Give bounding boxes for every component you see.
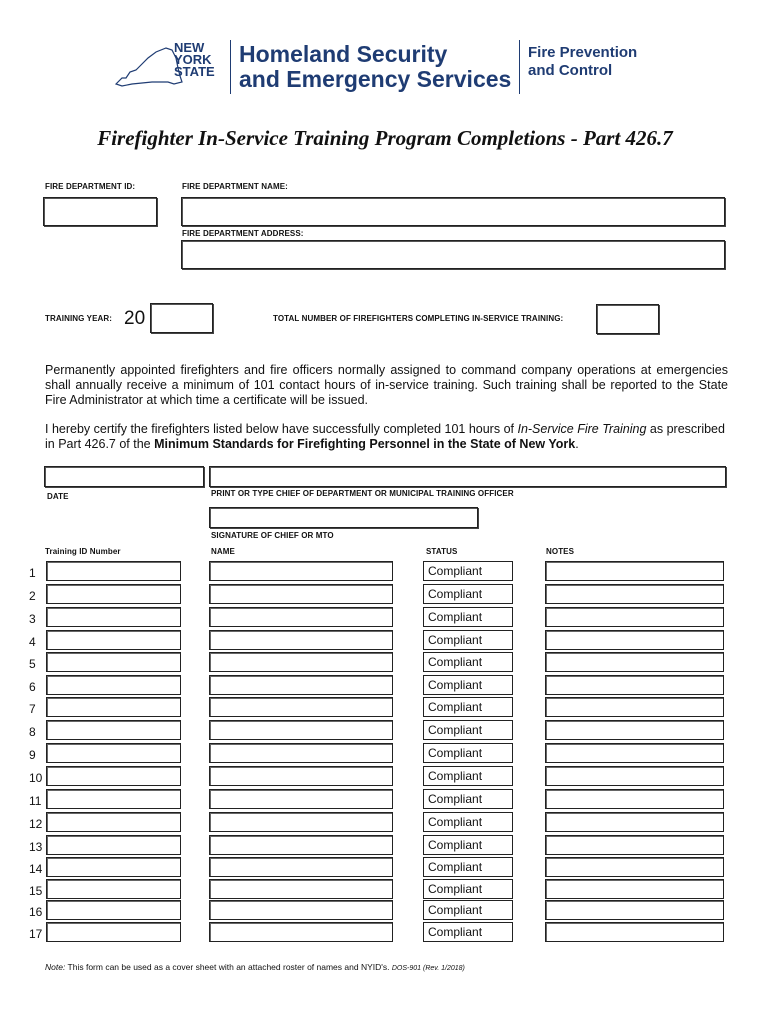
row-number: 8 (29, 725, 36, 739)
training-year-label: TRAINING YEAR: (45, 314, 113, 323)
name-field[interactable] (209, 720, 393, 740)
training-year-prefix: 20 (124, 308, 146, 329)
status-field[interactable]: Compliant (423, 720, 513, 740)
status-field[interactable]: Compliant (423, 922, 513, 942)
col-header-status: STATUS (426, 547, 458, 556)
name-field[interactable] (209, 789, 393, 809)
footer-note: Note: This form can be used as a cover sheet with an attached roster of names and NYID's. DOS-901 (Rev. 1/2018) (45, 962, 465, 972)
row-number: 6 (29, 680, 36, 694)
notes-field[interactable] (545, 812, 724, 832)
training-id-field[interactable] (46, 607, 181, 627)
chief-name-label: PRINT OR TYPE CHIEF OF DEPARTMENT OR MUNICIPAL TRAINING OFFICER (211, 489, 514, 498)
status-field[interactable]: Compliant (423, 675, 513, 695)
training-id-field[interactable] (46, 835, 181, 855)
training-id-field[interactable] (46, 857, 181, 877)
row-number: 13 (29, 840, 43, 854)
row-number: 17 (29, 927, 43, 941)
name-field[interactable] (209, 630, 393, 650)
training-id-field[interactable] (46, 812, 181, 832)
training-id-field[interactable] (46, 900, 181, 920)
status-field[interactable]: Compliant (423, 630, 513, 650)
date-field[interactable] (44, 466, 204, 487)
status-field[interactable]: Compliant (423, 697, 513, 717)
training-id-field[interactable] (46, 584, 181, 604)
training-id-field[interactable] (46, 630, 181, 650)
name-field[interactable] (209, 766, 393, 786)
name-field[interactable] (209, 675, 393, 695)
notes-field[interactable] (545, 766, 724, 786)
notes-field[interactable] (545, 743, 724, 763)
name-field[interactable] (209, 561, 393, 581)
col-header-notes: NOTES (546, 547, 575, 556)
name-field[interactable] (209, 743, 393, 763)
status-field[interactable]: Compliant (423, 812, 513, 832)
status-field[interactable]: Compliant (423, 561, 513, 581)
training-id-field[interactable] (46, 789, 181, 809)
state-name-line1: NEW (174, 40, 205, 55)
chief-name-field[interactable] (209, 466, 726, 487)
training-id-field[interactable] (46, 675, 181, 695)
notes-field[interactable] (545, 835, 724, 855)
dept-name-field[interactable] (181, 197, 725, 226)
status-field[interactable]: Compliant (423, 584, 513, 604)
col-header-training-id: Training ID Number (45, 547, 121, 556)
status-field[interactable]: Compliant (423, 857, 513, 877)
state-name-line3: STATE (174, 64, 215, 79)
notes-field[interactable] (545, 857, 724, 877)
row-number: 4 (29, 635, 36, 649)
requirement-paragraph: Permanently appointed firefighters and fire officers normally assigned to command company operations at emergencies shall annually receive a minimum of 101 contact hours of in-service training. Such training shall be reported to the State Fire Administrator at which time a certificate will be issued. (45, 363, 728, 407)
col-header-name: NAME (211, 547, 235, 556)
row-number: 15 (29, 884, 43, 898)
agency-name-line2: and Emergency Services (239, 66, 512, 92)
notes-field[interactable] (545, 789, 724, 809)
name-field[interactable] (209, 922, 393, 942)
notes-field[interactable] (545, 900, 724, 920)
signature-field[interactable] (209, 507, 478, 528)
row-number: 12 (29, 817, 43, 831)
notes-field[interactable] (545, 630, 724, 650)
notes-field[interactable] (545, 697, 724, 717)
name-field[interactable] (209, 812, 393, 832)
signature-label: SIGNATURE OF CHIEF OR MTO (211, 531, 334, 540)
agency-name-line1: Homeland Security (239, 41, 448, 67)
notes-field[interactable] (545, 561, 724, 581)
training-id-field[interactable] (46, 766, 181, 786)
notes-field[interactable] (545, 607, 724, 627)
row-number: 7 (29, 702, 36, 716)
row-number: 3 (29, 612, 36, 626)
dept-address-label: FIRE DEPARTMENT ADDRESS: (182, 229, 304, 238)
name-field[interactable] (209, 697, 393, 717)
division-name-line2: and Control (528, 62, 613, 79)
dept-address-field[interactable] (181, 240, 725, 269)
status-field[interactable]: Compliant (423, 652, 513, 672)
row-number: 9 (29, 748, 36, 762)
name-field[interactable] (209, 857, 393, 877)
state-name-line2: YORK (174, 52, 212, 67)
status-field[interactable]: Compliant (423, 879, 513, 899)
status-field[interactable]: Compliant (423, 900, 513, 920)
row-number: 2 (29, 589, 36, 603)
notes-field[interactable] (545, 879, 724, 899)
row-number: 1 (29, 566, 36, 580)
name-field[interactable] (209, 652, 393, 672)
training-id-field[interactable] (46, 697, 181, 717)
notes-field[interactable] (545, 584, 724, 604)
row-number: 11 (29, 794, 42, 808)
status-field[interactable]: Compliant (423, 743, 513, 763)
training-id-field[interactable] (46, 652, 181, 672)
name-field[interactable] (209, 584, 393, 604)
row-number: 14 (29, 862, 43, 876)
date-label: DATE (47, 492, 69, 501)
training-id-field[interactable] (46, 561, 181, 581)
row-number: 16 (29, 905, 43, 919)
name-field[interactable] (209, 879, 393, 899)
name-field[interactable] (209, 835, 393, 855)
division-name-line1: Fire Prevention (528, 44, 638, 61)
total-firefighters-label: TOTAL NUMBER OF FIREFIGHTERS COMPLETING IN-SERVICE TRAINING: (273, 314, 564, 323)
total-firefighters-field[interactable] (596, 304, 659, 334)
form-title: Firefighter In-Service Training Program Completions - Part 426.7 (97, 126, 673, 150)
name-field[interactable] (209, 607, 393, 627)
row-number: 5 (29, 657, 36, 671)
logo-divider (230, 40, 231, 94)
status-field[interactable]: Compliant (423, 789, 513, 809)
notes-field[interactable] (545, 720, 724, 740)
training-id-field[interactable] (46, 879, 181, 899)
training-id-field[interactable] (46, 720, 181, 740)
notes-field[interactable] (545, 675, 724, 695)
notes-field[interactable] (545, 922, 724, 942)
row-number: 10 (29, 771, 43, 785)
status-field[interactable]: Compliant (423, 766, 513, 786)
dept-name-label: FIRE DEPARTMENT NAME: (182, 182, 288, 191)
status-field[interactable]: Compliant (423, 607, 513, 627)
name-field[interactable] (209, 900, 393, 920)
status-field[interactable]: Compliant (423, 835, 513, 855)
training-id-field[interactable] (46, 922, 181, 942)
training-year-field[interactable] (150, 303, 213, 333)
dept-id-label: FIRE DEPARTMENT ID: (45, 182, 136, 191)
training-id-field[interactable] (46, 743, 181, 763)
notes-field[interactable] (545, 652, 724, 672)
logo-divider-2 (519, 40, 520, 94)
dept-id-field[interactable] (43, 197, 157, 226)
certification-paragraph: I hereby certify the firefighters listed below have successfully completed 101 hours of In-Service Fire Training as prescribed in Part 426.7 of the Minimum Standards for Firefighting Personnel in the State of New York. (45, 422, 725, 451)
